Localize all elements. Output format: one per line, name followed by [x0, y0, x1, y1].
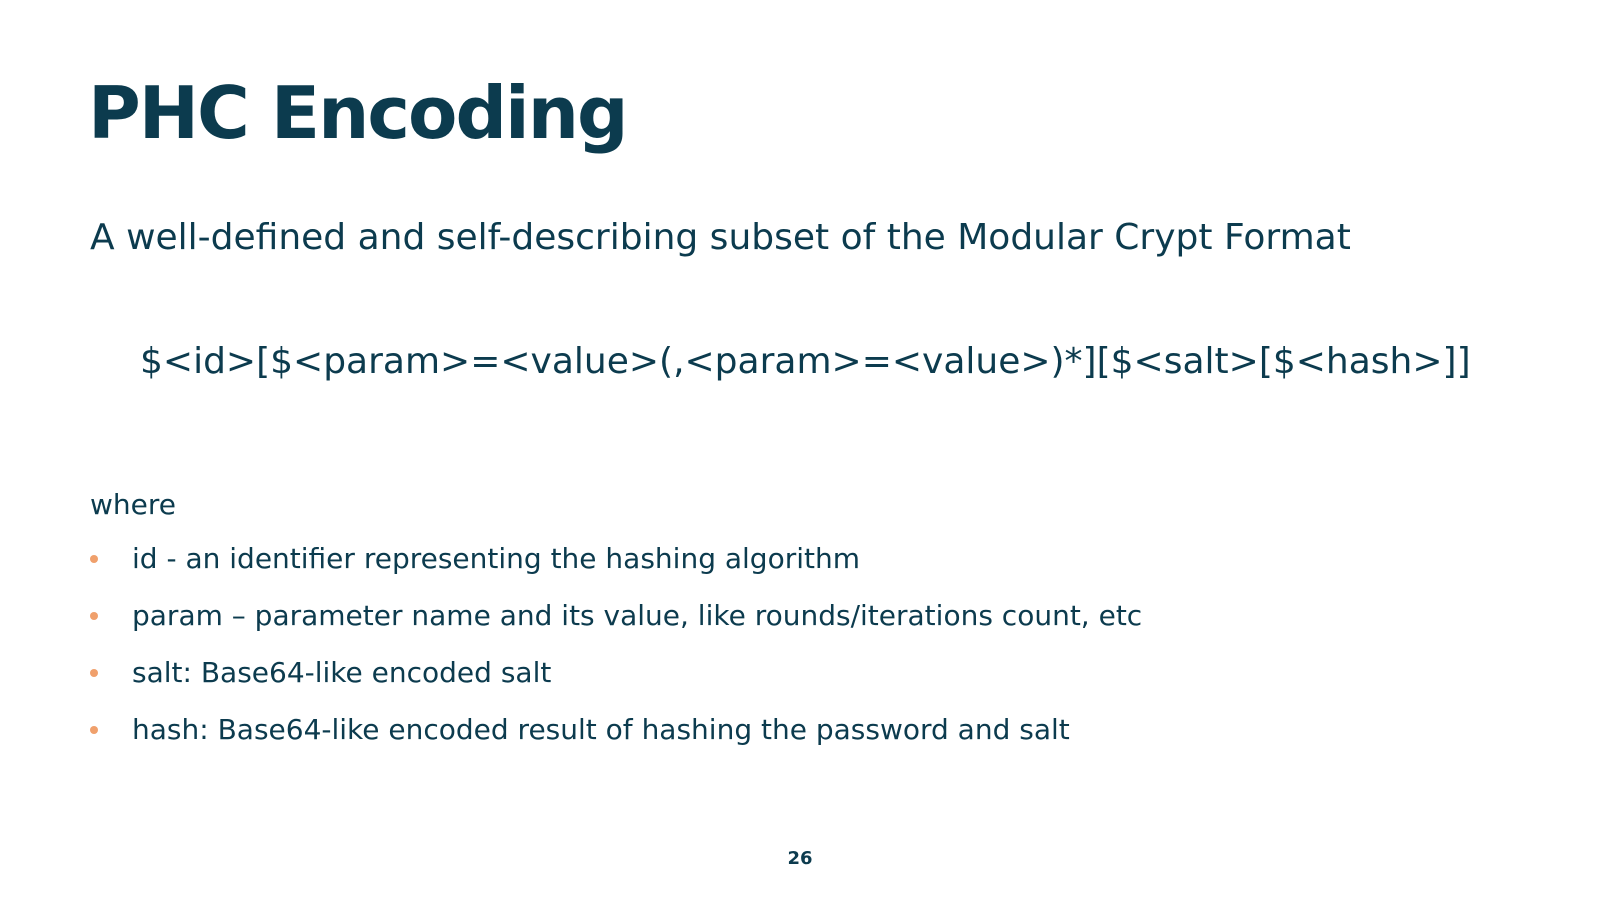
- slide-subtitle: A well-defined and self-describing subset of the Modular Crypt Format: [90, 217, 1351, 258]
- bullet-item-id: [90, 530, 1142, 587]
- bullet-dot-icon: [90, 612, 98, 620]
- bullet-list: [90, 530, 1142, 758]
- bullet-text: hash: Base64-like encoded result of hashing the password and salt: [132, 712, 1070, 746]
- bullet-dot-icon: [90, 555, 98, 563]
- bullet-item-salt: [90, 644, 1142, 701]
- bullet-item-param: [90, 587, 1142, 644]
- where-label: where: [90, 488, 176, 521]
- bullet-dot-icon: [90, 726, 98, 734]
- bullet-dot-icon: [90, 669, 98, 677]
- format-string: $<id>[$<param>=<value>(,<param>=<value>)*][$<salt>[$<hash>]]: [140, 341, 1471, 382]
- bullet-text: id - an identifier representing the hashing algorithm: [132, 541, 860, 575]
- bullet-text: salt: Base64-like encoded salt: [132, 655, 552, 689]
- bullet-item-hash: [90, 701, 1142, 758]
- slide-title: PHC Encoding: [88, 71, 627, 155]
- bullet-text: param – parameter name and its value, like rounds/iterations count, etc: [132, 598, 1143, 632]
- page-number: 26: [787, 848, 813, 869]
